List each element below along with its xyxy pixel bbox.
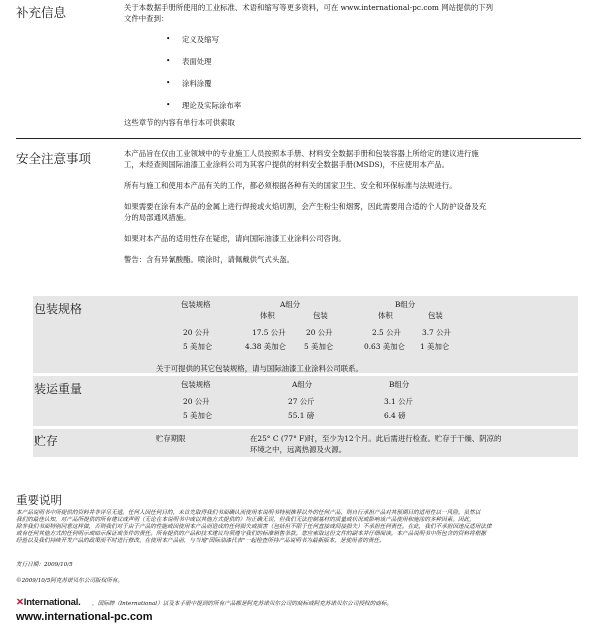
- bullet-icon: •: [166, 34, 171, 43]
- supplement-item: 涂料涂覆: [182, 79, 212, 88]
- storage-text-line1: 在25° C (77° F)时，至少为12个月。此后需进行检查。贮存于干燥、阴凉的: [250, 434, 502, 443]
- safety-p1-line1: 本产品旨在仅由工业领域中的专业施工人员按照本手册、材料安全数据手册和包装容器上所给定的建议进行施: [124, 149, 479, 158]
- bullet-icon: •: [166, 100, 171, 109]
- table-cell: 20 公升: [183, 328, 210, 337]
- packaging-a-pack: 包装: [313, 311, 328, 320]
- supplement-intro-line1: 关于本数据手册所使用的工业标准、术语和缩写等更多资料，可在 www.international-pc.com 网站提供的下列: [124, 3, 494, 12]
- safety-p1-line2: 工，未经查阅国际油漆工业涂料公司为其客户提供的材料安全数据手册(MSDS)，不应使用本产品。: [124, 160, 450, 169]
- shipping-col-a: A组分: [292, 380, 313, 389]
- copyright: ©2009/10/5阿克苏诺贝尔公司版权所有。: [16, 578, 123, 584]
- footer-url[interactable]: www.international-pc.com: [16, 611, 153, 623]
- trademark-note: ，国际牌（International）以及本手册中提到的所有产品都是阿克苏诺贝尔公司的商标或阿克苏诺贝尔公司授权的商标。: [92, 601, 393, 607]
- disclaimer-line: 本产品说明书中所提供的资料并非详尽无遗。任何人因任何目的，未首先取得我们书面确认而使用本说明书特别推荐以外的任何产品，则自行承担产品对其预期目的适用性以一风险。虽然以: [16, 510, 481, 516]
- disclaimer-heading: 重要说明: [16, 493, 62, 507]
- table-cell: 20 公升: [183, 397, 210, 406]
- supplement-item: 理论及实际涂布率: [182, 101, 242, 110]
- safety-warning: 警告：含有异氰酸酯。喷涂时，请佩戴供气式头盔。: [124, 255, 294, 264]
- logo-x-icon: ✕: [16, 597, 24, 608]
- table-cell: 55.1 磅: [288, 411, 315, 420]
- storage-label: 贮存期限: [156, 434, 186, 443]
- shipping-col-size: 包装规格: [181, 380, 211, 389]
- packaging-note: 关于可提供的其它包装规格，请与国际油漆工业涂料公司联系。: [156, 364, 363, 373]
- table-cell: 0.63 美加仑: [364, 342, 405, 351]
- disclaimer-line: 除非我们书面特别同意这样做，否则我们对于由于产品的性能或因使用本产品而造成的任何损失或损害（包括但不限于任何直接或间接损失）不承担任何责任。在此，我们不承担因违反适用法律: [16, 524, 492, 530]
- bullet-icon: •: [166, 56, 171, 65]
- table-cell: 5 美加仑: [183, 411, 213, 420]
- table-cell: 5 美加仑: [304, 342, 334, 351]
- shipping-title: 装运重量: [34, 382, 83, 396]
- supplement-heading: 补充信息: [16, 5, 67, 20]
- section-divider: [16, 138, 581, 139]
- table-cell: 17.5 公升: [252, 328, 286, 337]
- table-cell: 20 公升: [306, 328, 333, 337]
- supplement-item: 表面处理: [182, 57, 212, 66]
- disclaimer-line: 我们的最佳认知，对产品所提供的所有建议或声明（无论在本说明书中或以其他方式提供的）均正确无误，但我们无法控制基材的质量或状况或影响该产品使用和施涂的多种因素。因此，: [16, 517, 475, 523]
- table-cell: 1 美加仑: [420, 342, 450, 351]
- bullet-icon: •: [166, 78, 171, 87]
- packaging-b-volume: 体积: [378, 311, 393, 320]
- packaging-b-pack: 包装: [428, 311, 443, 320]
- table-cell: 2.5 公升: [372, 328, 401, 337]
- table-cell: 27 公斤: [288, 397, 315, 406]
- supplement-note: 这些章节的内容有单行本可供索取: [124, 118, 235, 127]
- supplement-item: 定义及缩写: [182, 35, 219, 44]
- table-cell: 6.4 磅: [384, 411, 406, 420]
- packaging-col-b: B组分: [395, 300, 416, 309]
- table-cell: 3.1 公斤: [384, 397, 413, 406]
- packaging-a-volume: 体积: [260, 311, 275, 320]
- storage-text-line2: 环境之中，远离热源及火源。: [250, 445, 347, 454]
- packaging-title: 包装规格: [34, 302, 83, 316]
- disclaimer-line: 经验以及我们持续开发产品的政策而不时进行修改。在使用本产品前，与当地"国际油漆代表"一起检查所持产品说明书为最新版本，是使用者的责任。: [16, 538, 385, 544]
- disclaimer-line: 或有任何其他方式的任何明示或暗示保证或条件的责任。所有提供的产品和技术建议均须遵守我们的标准销售条款。您应索取这份文件的副本并仔细阅读。本产品说明书中所包含的资料将根据: [16, 531, 486, 537]
- safety-p3-line1: 如果需要在涂有本产品的金属上进行焊接或火焰切割，会产生粉尘和烟雾，因此需要用合适的个人防护设备及充: [124, 202, 487, 211]
- packaging-col-a: A组分: [280, 300, 301, 309]
- shipping-col-b: B组分: [389, 380, 410, 389]
- storage-title: 贮存: [34, 434, 59, 448]
- safety-heading: 安全注意事项: [16, 151, 92, 166]
- table-cell: 5 美加仑: [183, 342, 213, 351]
- international-logo: [16, 597, 81, 608]
- table-cell: 3.7 公升: [422, 328, 451, 337]
- safety-p2: 所有与施工和使用本产品有关的工作，都必须根据各种有关的国家卫生、安全和环保标准与法规进行。: [124, 181, 457, 190]
- packaging-col-size: 包装规格: [181, 300, 211, 309]
- table-cell: 4.38 美加仑: [245, 342, 286, 351]
- issue-date: 发行日期：2009/10/5: [16, 562, 73, 568]
- safety-p3-line2: 分的局部通风措施。: [124, 213, 191, 222]
- logo-text: International.: [23, 597, 81, 608]
- safety-p4: 如果对本产品的适用性存在疑虑，请向国际油漆工业涂料公司咨询。: [124, 234, 346, 243]
- supplement-intro-line2: 文件中查到：: [124, 14, 169, 23]
